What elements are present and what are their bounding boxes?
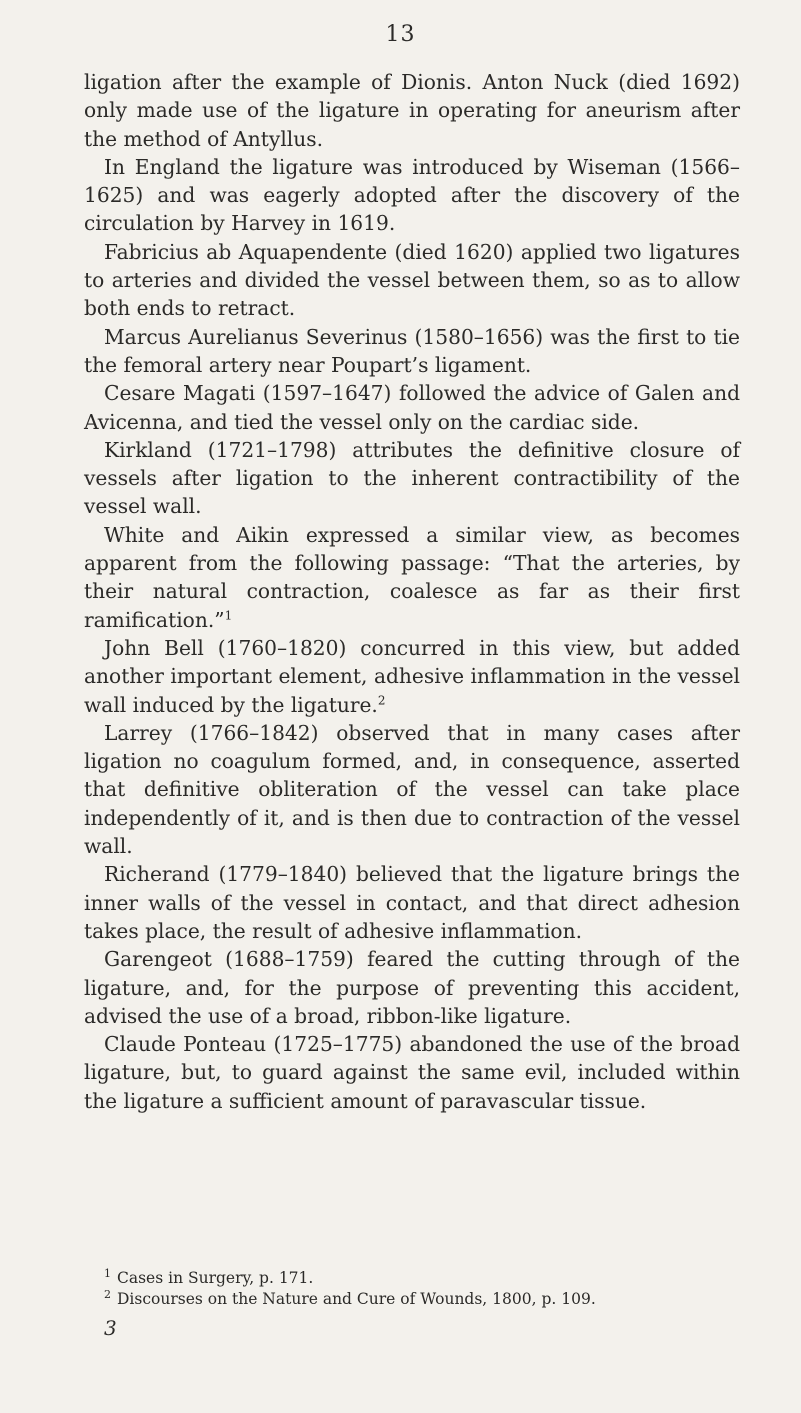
signature-mark: 3: [104, 1316, 117, 1340]
footnote: [104, 1289, 744, 1310]
page-number: 13: [385, 22, 416, 47]
footnote-reference[interactable]: 1: [224, 607, 233, 622]
paragraph: Marcus Aurelianus Severinus (1580–1656) was the first to tie the femoral artery near Poupart’s ligament.: [84, 324, 740, 377]
paragraph: Cesare Magati (1597–1647) followed the advice of Galen and Avicenna, and tied the vessel only on the cardiac side.: [84, 381, 740, 434]
footnote-reference[interactable]: 2: [377, 692, 386, 707]
footnotes: [104, 1268, 744, 1310]
paragraph: ligation after the example of Dionis. Anton Nuck (died 1692) only made use of the ligature in operating for aneurism after the method of Antyllus.: [84, 70, 740, 151]
footnote: [104, 1268, 744, 1289]
paragraph: Kirkland (1721–1798) attributes the definitive closure of vessels after ligation to the inherent contractibility of the vessel wall.: [84, 437, 740, 519]
paragraph: In England the ligature was introduced by Wiseman (1566–1625) and was eagerly adopted after the discovery of the circulation by Harvey in 1619.: [84, 154, 740, 236]
footnote-text: Discourses on the Nature and Cure of Wounds, 1800, p. 109.: [117, 1290, 596, 1308]
footnote-text: Cases in Surgery, p. 171.: [117, 1269, 314, 1287]
paragraph: John Bell (1760–1820) concurred in this view, but added another important element, adhesive inflammation in the vessel wall induced by the ligature.$^2$: [84, 635, 740, 717]
footnote-mark: 1: [104, 1266, 111, 1280]
paragraph: Claude Ponteau (1725–1775) abandoned the use of the broad ligature, but, to guard against the same evil, included within the ligature a sufficient amount of paravascular tissue.: [84, 1032, 740, 1113]
paragraph: Garengeot (1688–1759) feared the cutting through of the ligature, and, for the purpose of preventing this accident, advised the use of a broad, ribbon-like ligature.: [84, 947, 740, 1028]
paragraph: Fabricius ab Aquapendente (died 1620) applied two ligatures to arteries and divided the vessel between them, so as to allow both ends to retract.: [84, 239, 740, 321]
paragraph: White and Aikin expressed a similar view, as becomes apparent from the following passage: “That the arteries, by their natural contraction, coalesce as far as their first ramification.”$^1$: [84, 522, 740, 632]
paragraph: Larrey (1766–1842) observed that in many cases after ligation no coagulum formed, and, in consequence, asserted that definitive obliteration of the vessel can take place independently of it, and is then due to contraction of the vessel wall.: [84, 720, 740, 859]
body-text: [84, 68, 740, 1115]
footnote-mark: 2: [104, 1287, 111, 1301]
paragraph: Richerand (1779–1840) believed that the ligature brings the inner walls of the vessel in contact, and that direct adhesion takes place, the result of adhesive inflammation.: [84, 862, 740, 943]
